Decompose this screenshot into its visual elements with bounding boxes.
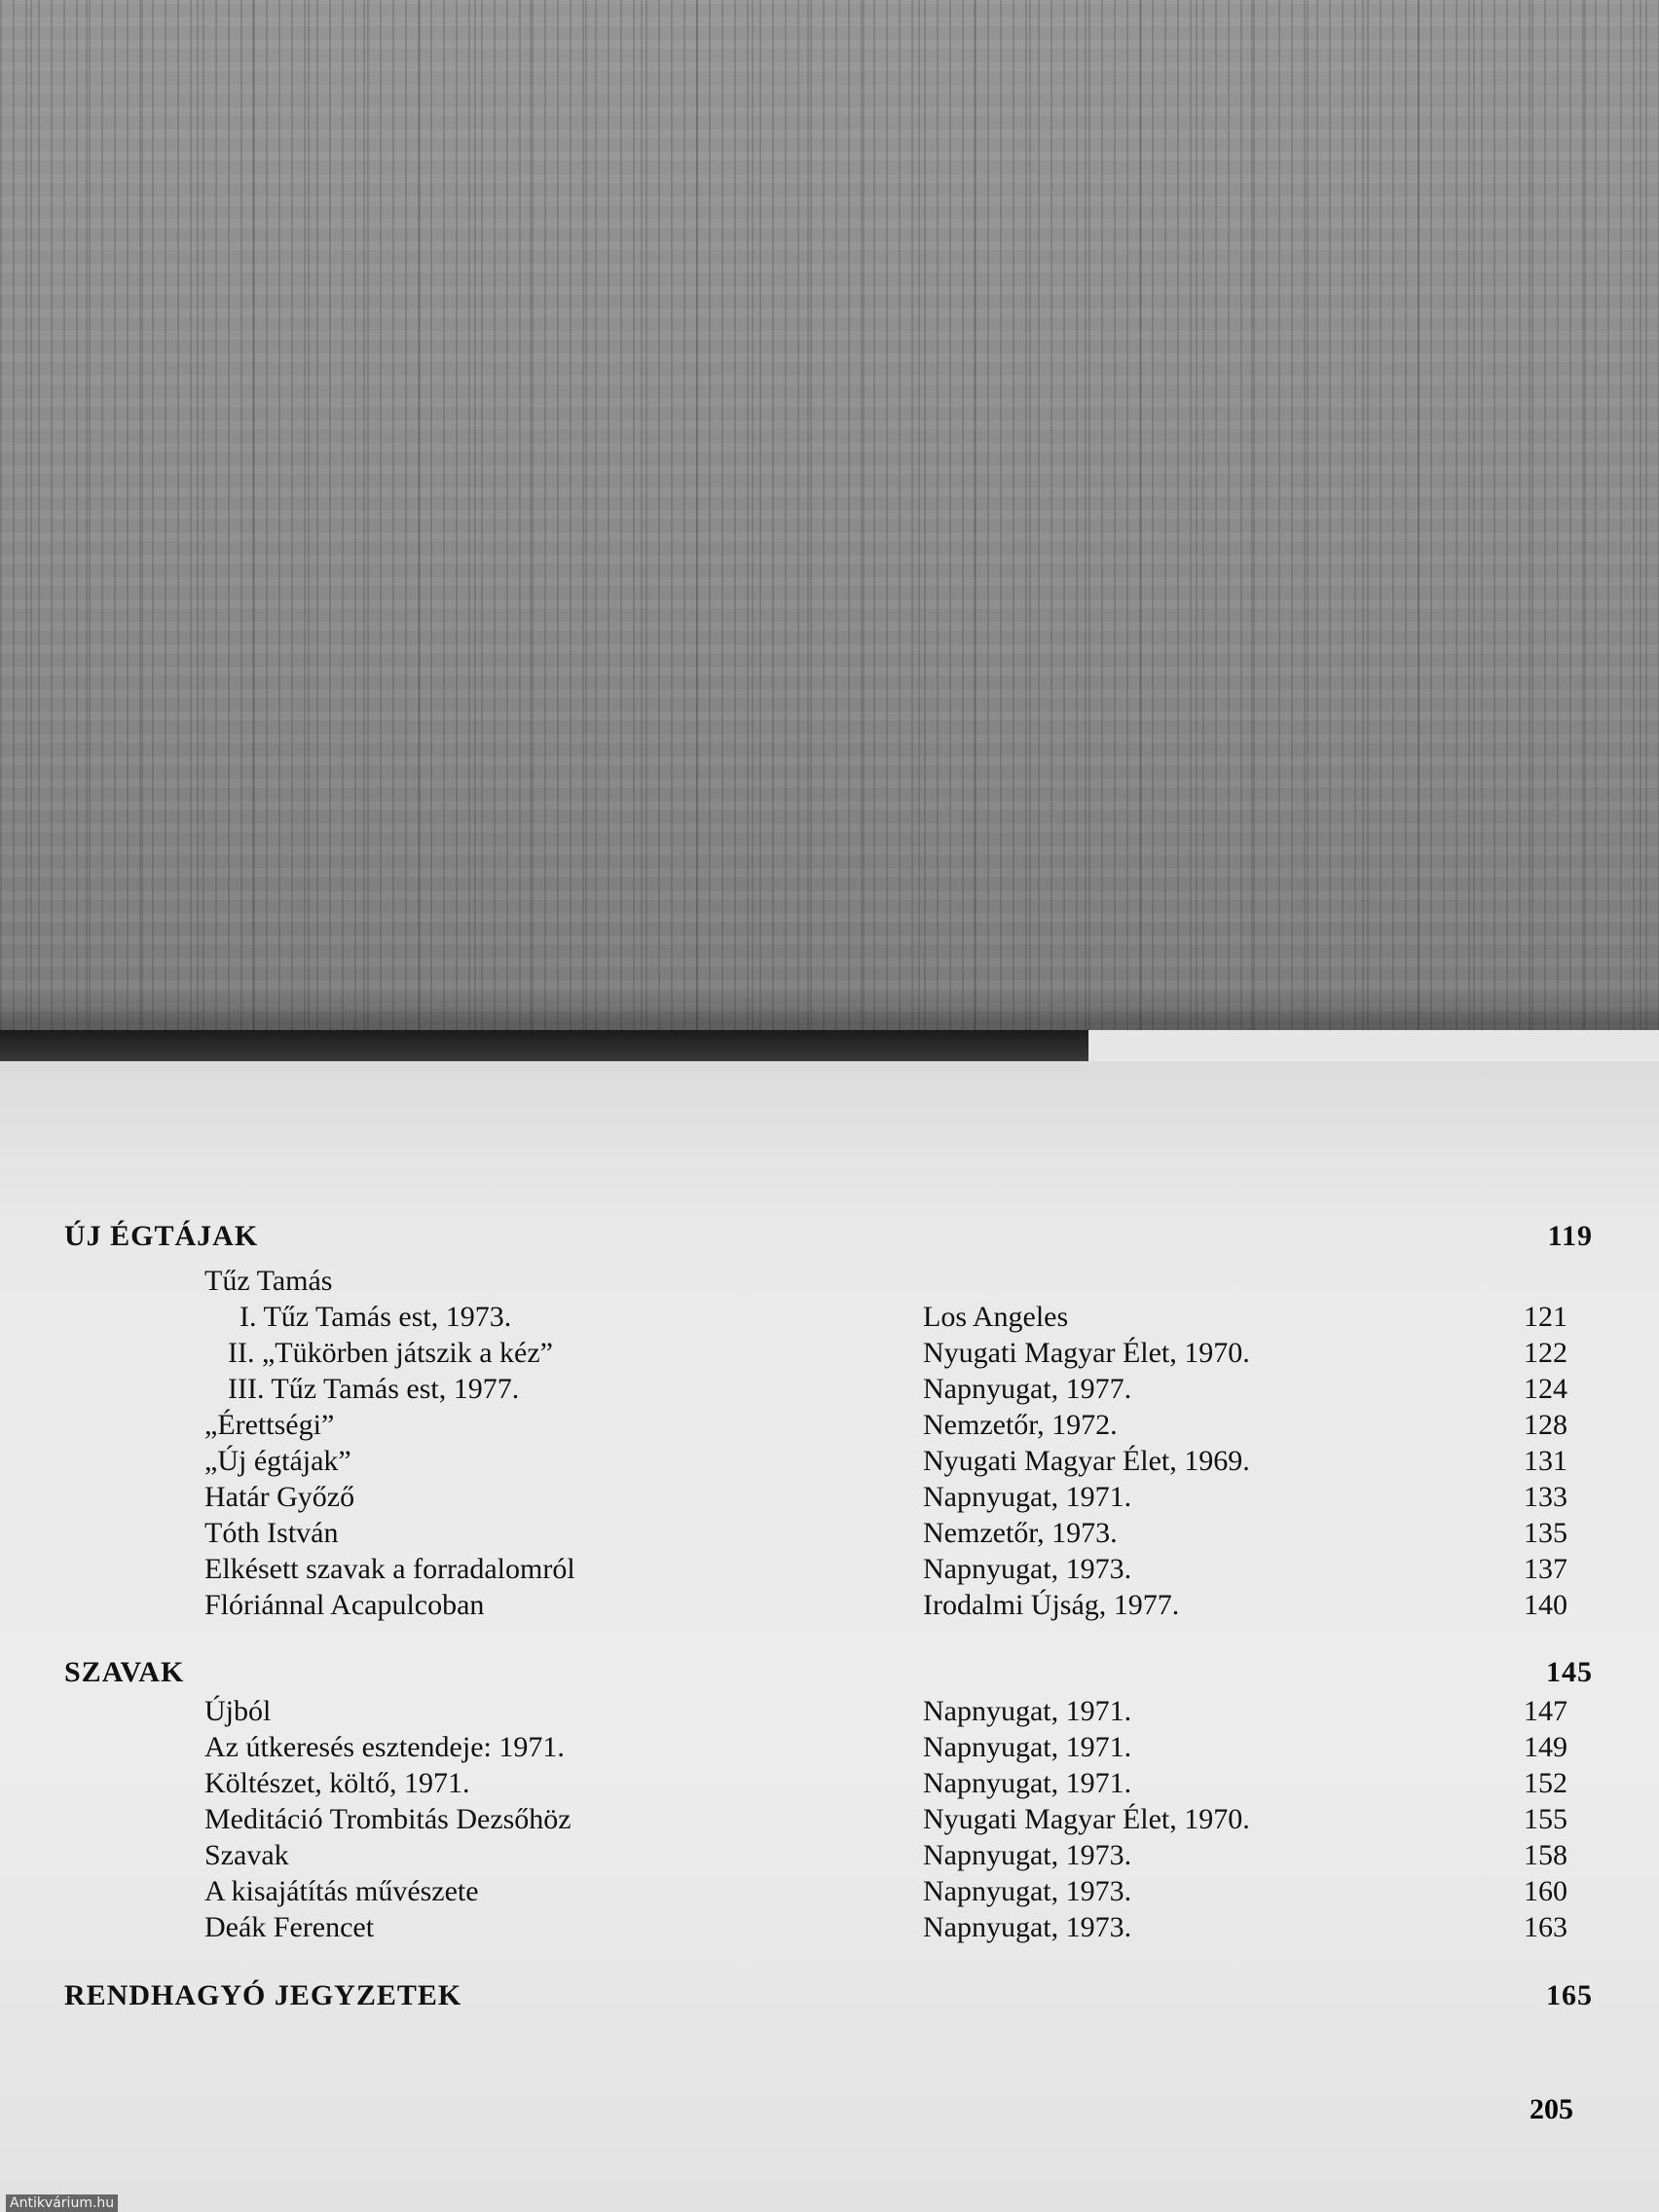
- entry-page: 152: [1524, 1767, 1567, 1799]
- entry-source: Nyugati Magyar Élet, 1970.: [923, 1337, 1250, 1369]
- entry-page: 155: [1524, 1803, 1567, 1835]
- underlying-page-edge: [1088, 1030, 1659, 1063]
- entry-source: Napnyugat, 1973.: [923, 1839, 1132, 1871]
- entry-source: Napnyugat, 1971.: [923, 1481, 1132, 1513]
- section-page-number: 145: [1546, 1656, 1593, 1688]
- entry-source: Nyugati Magyar Élet, 1969.: [923, 1445, 1250, 1477]
- entry-page: 135: [1524, 1517, 1567, 1549]
- entry-title: Újból: [204, 1695, 272, 1727]
- toc-entry: [0, 1300, 1659, 1335]
- entry-page: 128: [1524, 1409, 1567, 1441]
- entry-title: Határ Győző: [204, 1481, 355, 1513]
- entry-title: Szavak: [204, 1839, 289, 1871]
- toc-entry: [0, 1372, 1659, 1407]
- entry-source: Napnyugat, 1971.: [923, 1695, 1132, 1727]
- book-page: [0, 1061, 1659, 2212]
- toc-entry: [0, 1444, 1659, 1479]
- entry-title: A kisajátítás művészete: [204, 1875, 479, 1907]
- entry-title: Tűz Tamás: [204, 1265, 333, 1297]
- section-title: SZAVAK: [64, 1656, 185, 1688]
- entry-source: Nemzetőr, 1973.: [923, 1517, 1118, 1549]
- entry-page: 133: [1524, 1481, 1567, 1513]
- toc-entry: [0, 1552, 1659, 1587]
- section-page-number: 165: [1546, 1979, 1593, 2011]
- entry-title: „Érettségi”: [204, 1409, 335, 1441]
- page-folio-number: 205: [1530, 2093, 1573, 2125]
- entry-source: Napnyugat, 1977.: [923, 1373, 1132, 1405]
- entry-page: 163: [1524, 1911, 1567, 1943]
- toc-entry: [0, 1408, 1659, 1443]
- entry-source: Napnyugat, 1973.: [923, 1911, 1132, 1943]
- book-cover-texture: [0, 0, 1659, 1034]
- toc-entry: [0, 1802, 1659, 1837]
- entry-page: 140: [1524, 1589, 1567, 1621]
- entry-source: Napnyugat, 1971.: [923, 1767, 1132, 1799]
- entry-source: Nyugati Magyar Élet, 1970.: [923, 1803, 1250, 1835]
- toc-entry: [0, 1838, 1659, 1873]
- entry-page: 124: [1524, 1373, 1567, 1405]
- toc-entry: [0, 1264, 1659, 1299]
- entry-source: Napnyugat, 1973.: [923, 1553, 1132, 1585]
- entry-page: 122: [1524, 1337, 1567, 1369]
- section-page-number: 119: [1547, 1220, 1593, 1252]
- section-title: ÚJ ÉGTÁJAK: [64, 1220, 259, 1252]
- entry-page: 121: [1524, 1301, 1567, 1333]
- entry-source: Nemzetőr, 1972.: [923, 1409, 1118, 1441]
- entry-page: 147: [1524, 1695, 1567, 1727]
- toc-entry: [0, 1694, 1659, 1729]
- entry-title: Költészet, költő, 1971.: [204, 1767, 470, 1799]
- toc-entry: [0, 1766, 1659, 1801]
- toc-entry: [0, 1730, 1659, 1765]
- entry-page: 160: [1524, 1875, 1567, 1907]
- entry-title: I. Tűz Tamás est, 1973.: [240, 1301, 512, 1333]
- entry-page: 137: [1524, 1553, 1567, 1585]
- toc-entry: [0, 1336, 1659, 1371]
- entry-title: III. Tűz Tamás est, 1977.: [228, 1373, 520, 1405]
- entry-source: Napnyugat, 1973.: [923, 1875, 1132, 1907]
- entry-page: 149: [1524, 1731, 1567, 1763]
- entry-title: Az útkeresés esztendeje: 1971.: [204, 1731, 565, 1763]
- toc-entry: [0, 1516, 1659, 1551]
- toc-entry: [0, 1588, 1659, 1623]
- section-heading: [64, 1653, 1595, 1692]
- entry-title: Elkésett szavak a forradalomról: [204, 1553, 575, 1585]
- entry-source: Irodalmi Újság, 1977.: [923, 1589, 1180, 1621]
- toc-entry: [0, 1480, 1659, 1515]
- toc-entry: [0, 1874, 1659, 1909]
- entry-title: Meditáció Trombitás Dezsőhöz: [204, 1803, 571, 1835]
- section-title: RENDHAGYÓ JEGYZETEK: [64, 1979, 462, 2011]
- toc-entry: [0, 1910, 1659, 1945]
- entry-title: „Új égtájak”: [204, 1445, 351, 1477]
- entry-page: 131: [1524, 1445, 1567, 1477]
- entry-page: 158: [1524, 1839, 1567, 1871]
- entry-title: Flóriánnal Acapulcoban: [204, 1589, 485, 1621]
- entry-source: Napnyugat, 1971.: [923, 1731, 1132, 1763]
- entry-title: Tóth István: [204, 1517, 339, 1549]
- entry-title: II. „Tükörben játszik a kéz”: [228, 1337, 553, 1369]
- section-heading: [64, 1976, 1595, 2015]
- watermark: Antikvárium.hu: [6, 2194, 118, 2212]
- section-heading: [64, 1217, 1595, 1256]
- entry-source: Los Angeles: [923, 1301, 1069, 1333]
- entry-title: Deák Ferencet: [204, 1911, 375, 1943]
